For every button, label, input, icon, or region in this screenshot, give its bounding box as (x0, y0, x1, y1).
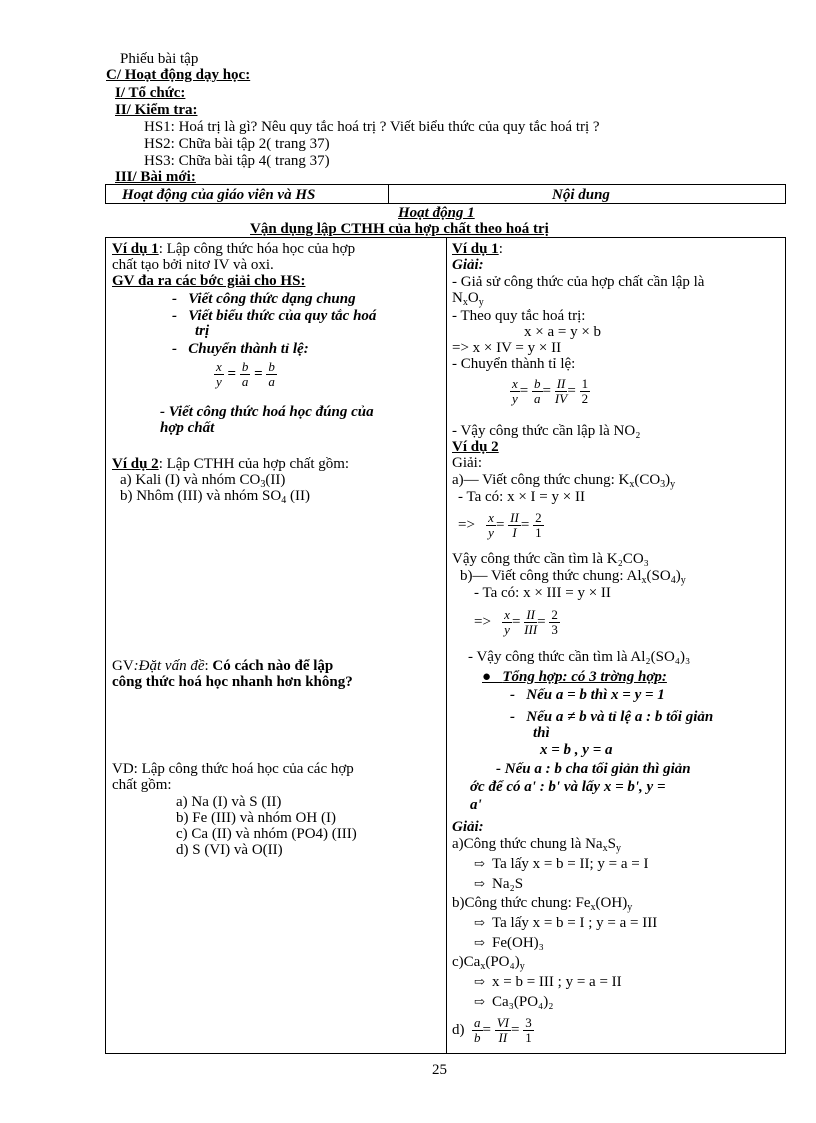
right-formula-nxoy: $N_xO_y$ (452, 290, 484, 308)
solution-b: b)Công thức chung: $Fe_x(OH)_y$ (452, 895, 633, 913)
vd-item-d: d) S (VI) và O(II) (176, 842, 283, 858)
hs3-question: HS3: Chữa bài tập 4( trang 37) (144, 153, 330, 169)
section-1-heading: I/ Tổ chức: (115, 85, 186, 101)
right-rule: - Theo quy tắc hoá trị: (452, 308, 586, 324)
solution-a-step: ⇨ Ta lấy x = b = II; y = a = I (474, 856, 649, 872)
vd-item-b: b) Fe (III) và nhóm OH (I) (176, 810, 336, 826)
summary-case-2-result: x = b , y = a (540, 742, 613, 758)
step-2: - Viết biểu thức của quy tắc hoá (172, 308, 377, 324)
hs2-question: HS2: Chữa bài tập 2( trang 37) (144, 136, 330, 152)
left-ex2-a: a) Kali (I) và nhóm $CO_3(II)$ (120, 472, 286, 490)
solution-b-step: ⇨ Ta lấy x = b = I ; y = a = III (474, 915, 658, 931)
summary-case-1: - Nếu a = b thì x = y = 1 (510, 687, 665, 703)
arrow-icon: ⇨ (474, 876, 485, 891)
arrow-icon: ⇨ (474, 974, 485, 989)
section-c-heading: C/ Hoạt động dạy học: (106, 67, 251, 83)
solution-a: a)Công thức chung là $Na_xS_y$ (452, 836, 621, 854)
step-4: - Viết công thức hoá học đúng của (160, 404, 374, 420)
right-ex2-a-result: Vậy công thức cần tìm là K₂CO₃ (452, 551, 649, 567)
right-ex2-b-ratio: => $\frac{x}{y}$ = $\frac{II}{\text{III}}$ = $\frac{2}{3}$ (474, 607, 558, 637)
right-ex2-a-ratio: => $\frac{x}{y}$ = $\frac{II}{I}$ = $\frac{2}{1}$ (458, 510, 542, 540)
right-giai-1: Giải: (452, 257, 484, 273)
main-table-divider (446, 237, 447, 1053)
left-ex1-text-b: chất tạo bởi nitơ IV và oxi. (112, 257, 274, 273)
table-header-divider (388, 184, 389, 203)
activity-subtitle: Vận dụng lập CTHH của hợp chất theo hoá trị (250, 221, 549, 237)
right-rule-eq: x × a = y × b (524, 324, 602, 340)
summary-title: ● Tổng hợp: có 3 trờng hợp: (482, 669, 667, 685)
step-1: - Viết công thức dạng chung (172, 291, 356, 307)
solution-d: d) $\frac{a}{b}$ = $\frac{VI}{II}$ = $\frac{3}{1}$ (452, 1015, 532, 1045)
left-example-2: Ví dụ 2: Lập CTHH của hợp chất gồm: (112, 456, 350, 472)
table-header-left: Hoạt động của giáo viên và HS (122, 187, 316, 203)
left-example-1 (112, 242, 355, 257)
right-ex2-b-eq: - Ta có: x × III = y × II (474, 585, 611, 601)
section-3-heading: III/ Bài mới: (115, 169, 196, 185)
solution-a-result: ⇨ Na₂S (474, 876, 524, 892)
page-number: 25 (432, 1062, 447, 1078)
summary-case-3-cont: ớc để có a' : b' và lấy x = b', y = (470, 779, 666, 795)
left-ex2-b: b) Nhôm (III) và nhóm $SO_4$ (II) (120, 488, 310, 506)
summary-case-2: - Nếu a ≠ b và tỉ lệ a : b tối giản (510, 709, 714, 725)
table-header-right: Nội dung (552, 187, 610, 203)
step-3: - Chuyển thành tỉ lệ: (172, 341, 309, 357)
right-ex2-b: b)— Viết công thức chung: $Al_x(SO_4)_y$ (460, 568, 686, 586)
gv-steps-heading: GV đa ra các bớc giải cho HS: (112, 273, 306, 289)
solution-b-result: ⇨ Fe(OH)₃ (474, 935, 544, 951)
left-ex1-text: : Lập công thức hóa học của hợp (158, 241, 356, 257)
vd-prompt-cont: chất gồm: (112, 777, 172, 793)
solution-c-result: ⇨ Ca₃(PO₄)₂ (474, 994, 554, 1010)
vd-item-c: c) Ca (II) và nhóm (PO4) (III) (176, 826, 357, 842)
right-ex2-a: a)— Viết công thức chung: $K_x(CO_3)_y$ (452, 472, 676, 490)
right-example-1: Ví dụ 1: (452, 241, 503, 257)
right-giai-2: Giải: (452, 455, 482, 471)
right-ex2-a-eq: - Ta có: x × I = y × II (458, 489, 585, 505)
summary-case-2-cont: thì (533, 725, 550, 741)
right-result-1: - Vậy công thức cần lập là NO₂ (452, 423, 641, 439)
worksheet-label: Phiếu bài tập (120, 51, 199, 67)
right-rule-sub: => x × IV = y × II (452, 340, 562, 356)
vd-prompt: VD: Lập công thức hoá học của các hợp (112, 761, 354, 777)
left-ratio-formula: $\frac{x}{y}$ = $\frac{b}{a}$ = $\frac{b}{a}$ (216, 359, 275, 389)
right-ratio-label: - Chuyển thành tỉ lệ: (452, 356, 576, 372)
arrow-icon: ⇨ (474, 994, 485, 1009)
step-2-cont: trị (195, 323, 210, 339)
arrow-icon: ⇨ (474, 856, 485, 871)
right-ex2-b-result: - Vậy công thức cần tìm là Al₂(SO₄)₃ (468, 649, 691, 665)
hs1-question: HS1: Hoá trị là gì? Nêu quy tắc hoá trị ? Viết biểu thức của quy tắc hoá trị ? (144, 119, 600, 135)
step-4-cont: hợp chất (160, 420, 215, 436)
solution-c-step: ⇨ x = b = III ; y = a = II (474, 974, 622, 990)
gv-question-cont: công thức hoá học nhanh hơn không? (112, 674, 353, 690)
vd-item-a: a) Na (I) và S (II) (176, 794, 282, 810)
right-line-1: - Giả sử công thức của hợp chất cần lập là (452, 274, 705, 290)
gv-question: GV:Đặt vấn đề: Có cách nào để lập (112, 658, 334, 674)
right-ratio-1: $\frac{x}{y}$ = $\frac{b}{a}$ = $\frac{II}{IV}$ = $\frac{1}{2}$ (512, 376, 589, 406)
activity-title: Hoạt động 1 (398, 205, 475, 221)
section-2-heading: II/ Kiểm tra: (115, 102, 198, 118)
arrow-icon: ⇨ (474, 935, 485, 950)
arrow-icon: ⇨ (474, 915, 485, 930)
right-giai-3: Giải: (452, 819, 484, 835)
summary-case-3: - Nếu a : b cha tối giản thì giản (496, 761, 691, 777)
right-example-2: Ví dụ 2 (452, 439, 499, 455)
summary-case-3-end: a' (470, 797, 482, 813)
solution-c: $c)Ca_x(PO_4)_y$ (452, 954, 525, 972)
left-ex1-label: Ví dụ 1 (112, 241, 159, 257)
